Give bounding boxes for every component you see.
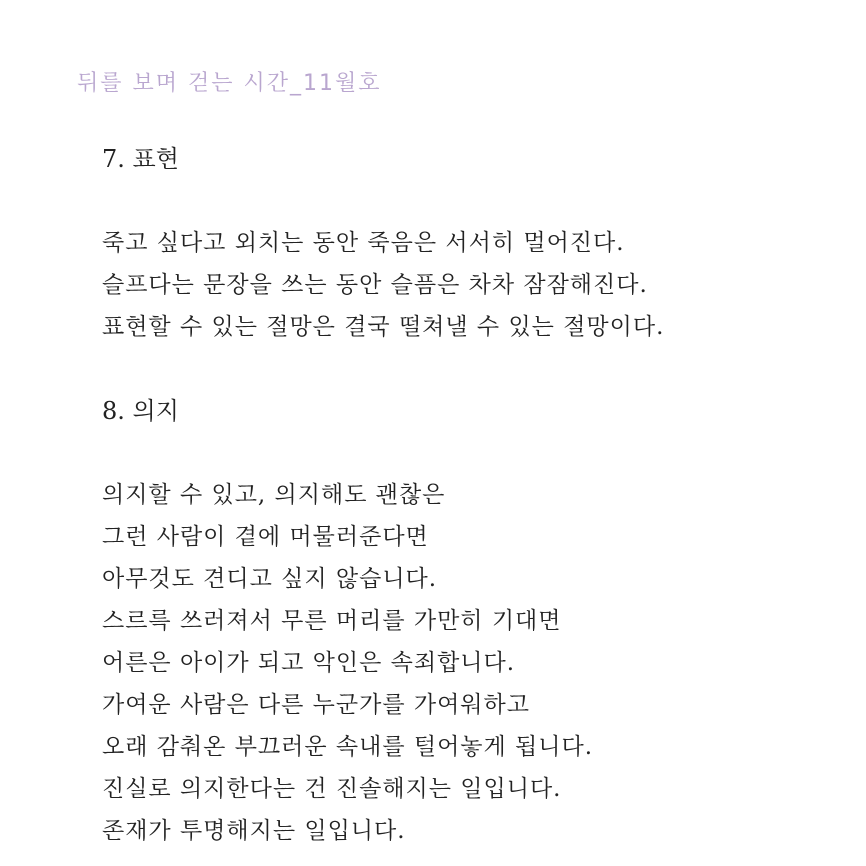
poem-line: 아무것도 견디고 싶지 않습니다. [102,566,438,592]
poem-line: 슬프다는 문장을 쓰는 동안 슬픔은 차차 잠잠해진다. [102,272,648,298]
poem-line: 의지할 수 있고, 의지해도 괜찮은 [102,482,446,508]
poem-line: 그런 사람이 곁에 머물러준다면 [102,524,429,550]
spacer [102,432,822,474]
poem-content [102,138,822,852]
section-reliance [102,390,822,852]
section-title: 8. 의지 [102,397,179,425]
poem-line: 진실로 의지한다는 건 진솔해지는 일입니다. [102,776,562,802]
poem-line: 스르륵 쓰러져서 무른 머리를 가만히 기대면 [102,608,562,634]
poem-line: 가여운 사람은 다른 누군가를 가여워하고 [102,692,530,718]
poem-line: 표현할 수 있는 절망은 결국 떨쳐낼 수 있는 절망이다. [102,314,665,340]
spacer [102,180,822,222]
spacer [102,348,822,390]
poem-line: 존재가 투명해지는 일입니다. [102,818,406,844]
poem-line: 죽고 싶다고 외치는 동안 죽음은 서서히 멀어진다. [102,230,625,256]
section-expression [102,138,822,348]
poem-line: 어른은 아이가 되고 악인은 속죄합니다. [102,650,516,676]
poem-line: 오래 감춰온 부끄러운 속내를 털어놓게 됩니다. [102,734,594,760]
section-title: 7. 표현 [102,145,179,173]
magazine-title: 뒤를 보며 걷는 시간_11월호 [77,71,382,96]
